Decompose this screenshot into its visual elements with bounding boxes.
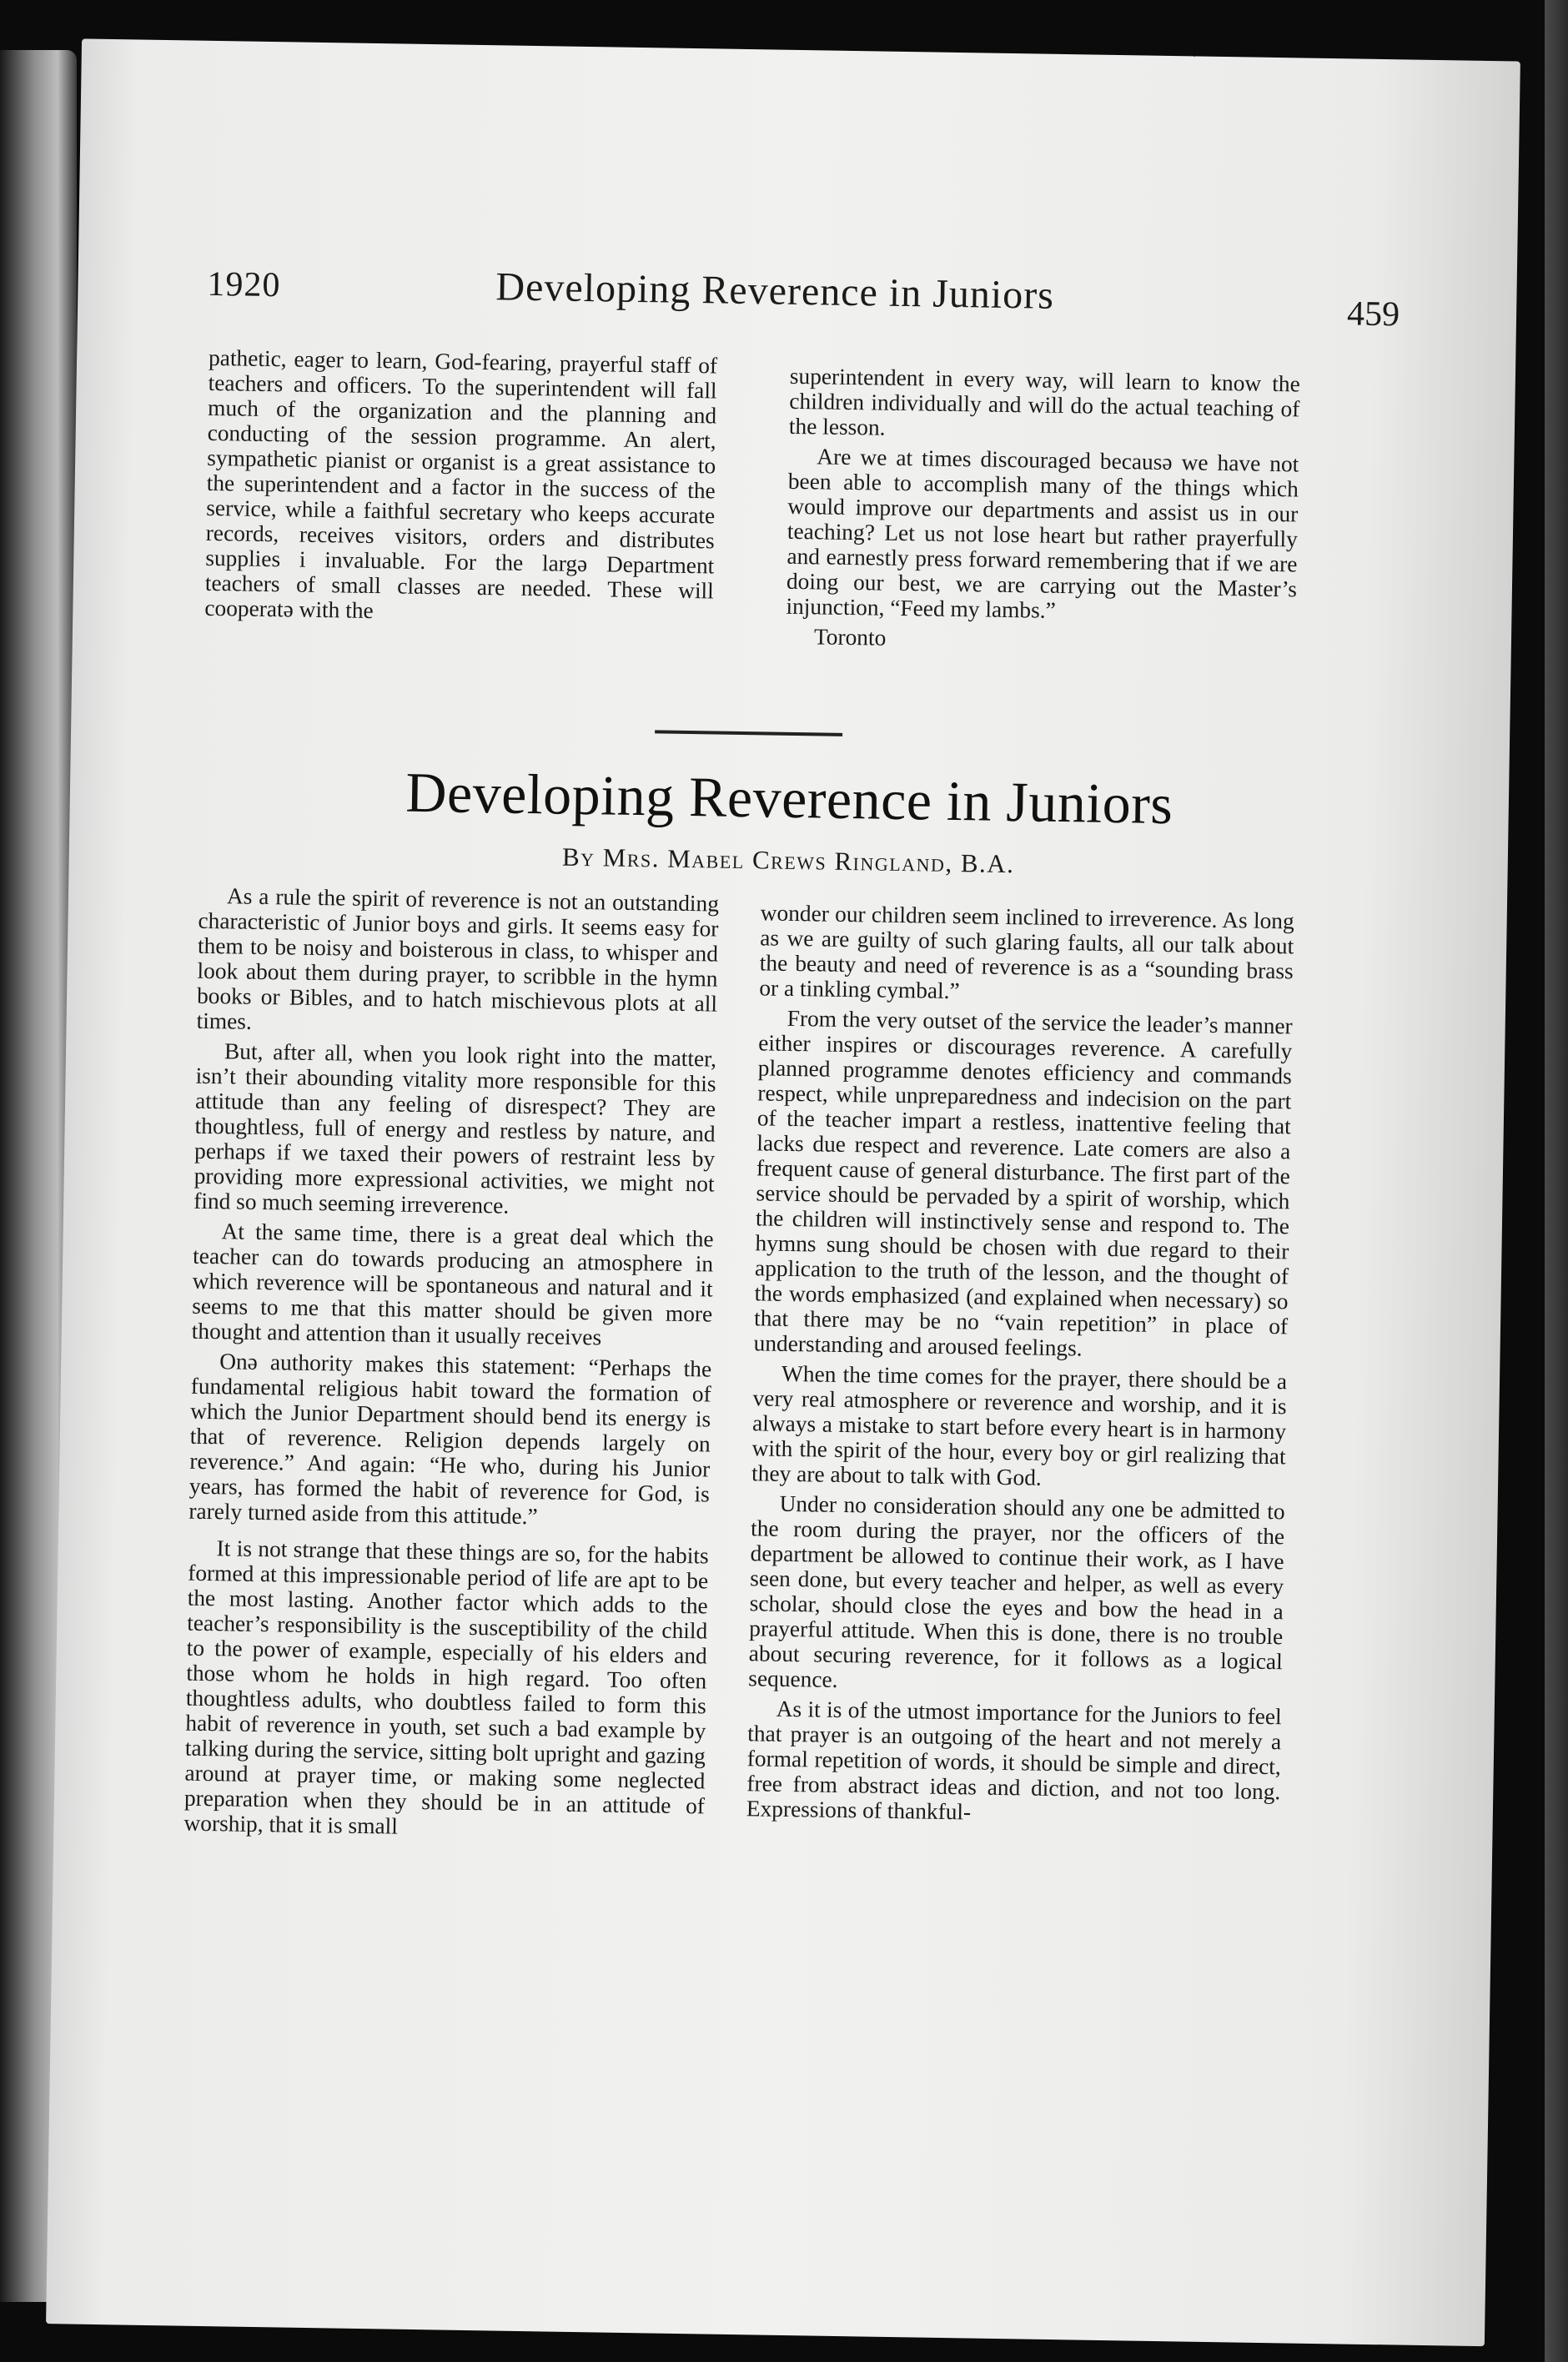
running-header bbox=[207, 264, 1400, 349]
article-paragraph: As it is of the utmost importance for the Juniors to feel that prayer is an outgoing of the heart and not merely a formal repetition of words, it should be simple and direct, free from abstract ideas and diction, and not too long. Expressions of thankful- bbox=[746, 1696, 1282, 1825]
book-binding-edge bbox=[1545, 0, 1568, 2362]
article-paragraph: At the same time, there is a great deal which the teacher can do towards producing an atmosphere in which reverence will be spontaneous and natural and it seems to me that this matter should be given more thought and attention than it usually receives bbox=[191, 1219, 714, 1350]
previous-article-right-column bbox=[786, 364, 1300, 657]
previous-article-paragraph: Are we at times discouraged becausə we have not been able to accomplish many of the things which would improve our departments and assist us in our teaching? Let us not lose heart but rather prayerfully and earnestly press forward remembering that if we are doing our best, we are carrying out the Master’s injunction, “Feed my lambs.” bbox=[786, 444, 1299, 623]
dust-speck bbox=[1113, 46, 1122, 53]
previous-article-signoff: Toronto bbox=[813, 624, 887, 651]
article-paragraph: As a rule the spirit of reverence is not an outstanding characteristic of Junior boys and girls. It seems easy for them to be noisy and boisterous in class, to whisper and look about them during prayer, to scribble in the hymn books or Bibles, and to hatch mischievous plots at all times. bbox=[196, 883, 720, 1034]
article-paragraph: wonder our children seem inclined to irreverence. As long as we are guilty of such glaring faults, all our talk about the beauty and need of reverence is as a “sounding brass or a tinkling cymbal.” bbox=[759, 900, 1294, 1004]
article-right-column bbox=[746, 900, 1294, 1829]
scanned-page bbox=[46, 38, 1520, 2346]
section-divider-rule bbox=[655, 730, 842, 736]
header-year: 1920 bbox=[207, 264, 281, 305]
dust-speck bbox=[972, 25, 976, 29]
article-paragraph: But, after all, when you look right into the matter, isn’t their abounding vitality more responsible for this attitude than any feeling of disrespect? They are thoughtless, full of energy and restless by nature, and perhaps if we taxed their powers of restraint less by providing more expressional activities, we might not find so much seeming irreverence. bbox=[193, 1038, 717, 1219]
previous-article-paragraph: superintendent in every way, will learn to know the children individually and will do the actual teaching of the lesson. bbox=[788, 363, 1301, 440]
article-left-column bbox=[183, 883, 719, 1844]
article-paragraph: It is not strange that these things are so, for the habits formed at this impressionable period of life are apt to be the most lasting. Another factor which adds to the teacher’s responsibility is the susceptibility of the child to the power of example, especially of his elders and those whom he holds in high regard. Too often thoughtless adults, who doubtless failed to form this habit of reverence in youth, set such a bad example by talking during the service, sitting bolt upright and gazing around at prayer time, or making some neglected preparation when they should be in an attitude of worship, that it is small bbox=[183, 1535, 709, 1839]
article-title: Developing Reverence in Juniors bbox=[405, 760, 1173, 837]
previous-article-paragraph: pathetic, eager to learn, God-fearing, prayerful staff of teachers and officers. To the superintendent will fall much of the organization and the planning and conducting of the session programme. An alert, sympathetic pianist or organist is a great assistance to the superintendent and a factor in the success of the service, while a faithful secretary who keeps accurate records, receives visitors, orders and distributes supplies i invaluable. For the largə Department teachers of small classes are needed. These will cooperatə with the bbox=[204, 344, 718, 624]
header-running-title: Developing Reverence in Juniors bbox=[495, 264, 1055, 318]
article-paragraph: Under no consideration should any one be admitted to the room during the prayer, nor the officers of the department be allowed to continue their work, as I have seen done, but every teacher and helper, as well as every scholar, should close the eyes and bow the head in a prayerful attitude. When this is done, there is no trouble about securing reverence, for it follows as a logical sequence. bbox=[748, 1490, 1285, 1692]
article-paragraph: From the very outset of the service the leader’s manner either inspires or discourages reverence. A carefully planned programme denotes efficiency and commands respect, while unpreparedness and indecision on the part of the teacher impart a restless, inattentive feeling that lacks due respect and reverence. Late comers are also a frequent cause of general disturbance. The first part of the service should be pervaded by a spirit of worship, which the children will instinctively sense and respond to. The hymns sung should be chosen with due regard to their application to the truth of the lesson, and the thought of the words emphasized (and explained when necessary) so that there may be no “vain repetition” in place of understanding and aroused feelings. bbox=[753, 1005, 1293, 1361]
page-number: 459 bbox=[1346, 294, 1400, 334]
article-paragraph: When the time comes for the prayer, there should be a very real atmosphere or reverence and worship, and it is always a mistake to start before every heart is in harmony with the spirit of the hour, every boy or girl realizing that they are about to talk with God. bbox=[751, 1360, 1288, 1490]
previous-article-left-column bbox=[204, 345, 717, 629]
dust-speck bbox=[1193, 47, 1196, 57]
article-paragraph: Onə authority makes this statement: “Perhaps the fundamental religious habit toward the formation of which the Junior Department should bend its energy is that of reverence. Religion depends largely on reverence.” And again: “He who, during his Junior years, has formed the habit of reverence for God, is rarely turned aside from this attitude.” bbox=[188, 1349, 712, 1530]
article-byline: By Mrs. Mabel Crews Ringland, B.A. bbox=[561, 842, 1015, 879]
